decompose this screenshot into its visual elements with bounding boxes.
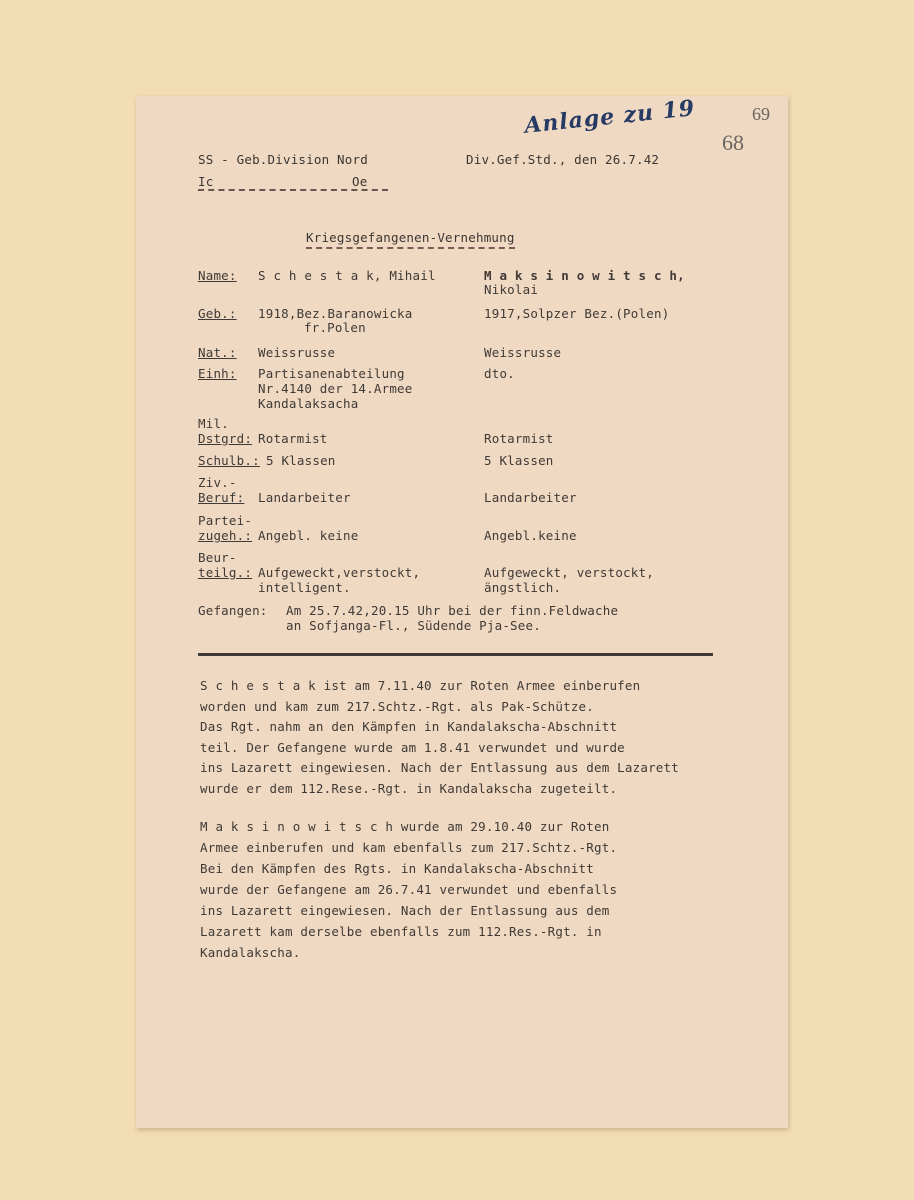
- field-label-ziv: Ziv.-: [198, 475, 237, 490]
- paragraph-line: Kandalakscha.: [200, 945, 301, 960]
- prisoner1-birth: 1918,Bez.Baranowicka: [258, 306, 413, 321]
- place-date: Div.Gef.Std., den 26.7.42: [466, 152, 660, 167]
- field-label-einh: Einh:: [198, 366, 237, 381]
- paragraph-line: ins Lazarett eingewiesen. Nach der Entlassung aus dem Lazarett: [200, 760, 679, 775]
- paragraph-line: teil. Der Gefangene wurde am 1.8.41 verwundet und wurde: [200, 739, 625, 755]
- prisoner1-rank: Rotarmist: [258, 431, 328, 446]
- field-label-beruf: Beruf:: [198, 490, 245, 505]
- reference-right: Oe: [352, 174, 368, 189]
- paragraph-line: S c h e s t a k ist am 7.11.40 zur Roten Armee einberufen: [200, 678, 641, 693]
- field-label-schulb: Schulb.:: [198, 453, 260, 468]
- prisoner1-schooling: 5 Klassen: [266, 453, 336, 468]
- capture-details-2: an Sofjanga-Fl., Südende Pja-See.: [286, 618, 541, 633]
- paragraph-line: Das Rgt. nahm an den Kämpfen in Kandalakscha-Abschnitt: [200, 719, 618, 734]
- folio-number-68: 68: [722, 130, 744, 155]
- paragraph-line: M a k s i n o w i t s c h wurde am 29.10.40 zur Roten: [200, 819, 610, 834]
- prisoner2-occupation: Landarbeiter: [484, 490, 577, 505]
- prisoner2-firstname: Nikolai: [484, 282, 539, 297]
- reference-line: [198, 174, 388, 191]
- paragraph-line: Lazarett kam derselbe ebenfalls zum 112.Res.-Rgt. in: [200, 924, 602, 939]
- prisoner2-nationality: Weissrusse: [484, 345, 562, 360]
- paragraph-line: ins Lazarett eingewiesen. Nach der Entlassung aus dem: [200, 903, 610, 918]
- narrative-paragraph-1: [200, 676, 760, 799]
- prisoner2-assessment-2: ängstlich.: [484, 580, 562, 595]
- field-label-gefangen: Gefangen:: [198, 603, 268, 618]
- prisoner1-unit-number: Nr.4140 der 14.Armee: [258, 381, 413, 396]
- prisoner2-party: Angebl.keine: [484, 528, 577, 543]
- prisoner1-unit: Partisanenabteilung: [258, 366, 405, 381]
- unit-header: SS - Geb.Division Nord: [198, 152, 368, 167]
- field-label-dstgrd: Dstgrd:: [198, 431, 253, 446]
- prisoner1-name: S c h e s t a k, Mihail: [258, 268, 436, 283]
- field-label-beur: Beur-: [198, 550, 237, 565]
- prisoner2-name: M a k s i n o w i t s c h,: [484, 268, 685, 283]
- prisoner2-unit: dto.: [484, 366, 515, 381]
- field-label-name: Name:: [198, 268, 237, 283]
- reference-left: Ic: [198, 174, 214, 189]
- document-title: Kriegsgefangenen-Vernehmung: [306, 230, 515, 249]
- prisoner1-assessment-2: intelligent.: [258, 580, 351, 595]
- narrative-paragraph-2: [200, 816, 760, 963]
- paragraph-line: wurde der Gefangene am 26.7.41 verwundet und ebenfalls: [200, 882, 618, 897]
- prisoner2-schooling: 5 Klassen: [484, 453, 554, 468]
- field-label-geb: Geb.:: [198, 306, 237, 321]
- prisoner1-assessment: Aufgeweckt,verstockt,: [258, 565, 421, 580]
- field-label-mil: Mil.: [198, 416, 229, 431]
- prisoner1-birth-country: fr.Polen: [304, 320, 366, 335]
- capture-details-1: Am 25.7.42,20.15 Uhr bei der finn.Feldwache: [286, 603, 619, 618]
- folio-number-69: 69: [752, 104, 770, 124]
- prisoner2-rank: Rotarmist: [484, 431, 554, 446]
- paragraph-line: Armee einberufen und kam ebenfalls zum 217.Schtz.-Rgt.: [200, 840, 618, 855]
- prisoner1-nationality: Weissrusse: [258, 345, 336, 360]
- prisoner2-assessment: Aufgeweckt, verstockt,: [484, 565, 654, 580]
- field-label-nat: Nat.:: [198, 345, 237, 360]
- prisoner1-occupation: Landarbeiter: [258, 490, 351, 505]
- paragraph-line: wurde er dem 112.Rese.-Rgt. in Kandalakscha zugeteilt.: [200, 780, 618, 796]
- document-sheet: [136, 96, 788, 1128]
- field-label-teilg: teilg.:: [198, 565, 253, 580]
- field-label-partei: Partei-: [198, 513, 253, 528]
- section-divider: [198, 653, 713, 656]
- paragraph-line: worden und kam zum 217.Schtz.-Rgt. als Pak-Schütze.: [200, 698, 595, 714]
- handwritten-annotation: Anlage zu 19: [523, 95, 697, 139]
- paragraph-line: Bei den Kämpfen des Rgts. in Kandalakscha-Abschnitt: [200, 861, 595, 876]
- prisoner1-party: Angebl. keine: [258, 528, 359, 543]
- prisoner2-birth: 1917,Solpzer Bez.(Polen): [484, 306, 670, 321]
- prisoner1-unit-place: Kandalaksacha: [258, 396, 359, 411]
- field-label-zugeh: zugeh.:: [198, 528, 253, 543]
